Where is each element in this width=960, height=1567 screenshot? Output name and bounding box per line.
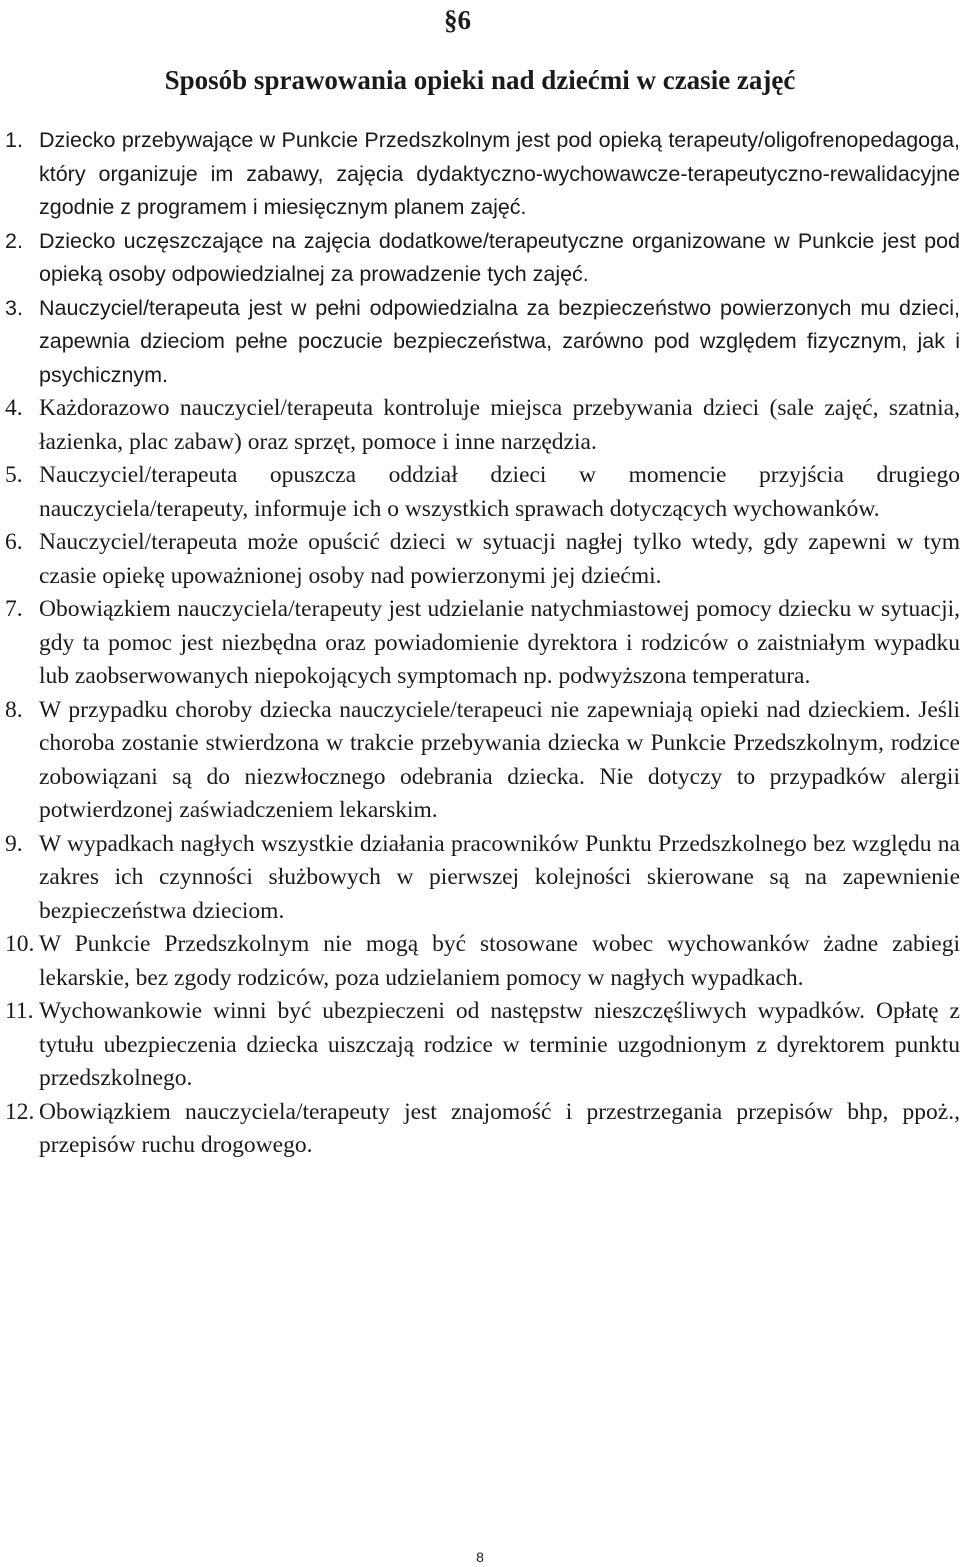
list-item bbox=[5, 694, 960, 828]
list-item bbox=[5, 928, 960, 995]
list-item bbox=[5, 124, 960, 225]
section-mark: §6 bbox=[444, 5, 471, 35]
list-item-number: 11. bbox=[5, 998, 34, 1024]
list-item-number: 6. bbox=[5, 529, 23, 555]
list-item bbox=[5, 225, 960, 292]
list-item-text: Każdorazowo nauczyciel/terapeuta kontroluje miejsca przebywania dzieci (sale zajęć, szatnia, łazienka, plac zabaw) oraz sprzęt, pomoce i inne narzędzia. bbox=[39, 395, 960, 455]
list-item-number: 7. bbox=[5, 596, 23, 622]
list-item-text: Nauczyciel/terapeuta opuszcza oddział dzieci w momencie przyjścia drugiego nauczyciela/terapeuty, informuje ich o wszystkich sprawach dotyczących wychowanków. bbox=[39, 462, 960, 522]
list-item-text: Nauczyciel/terapeuta jest w pełni odpowiedzialna za bezpieczeństwo powierzonych mu dzieci, zapewnia dzieciom pełne poczucie bezpieczeństwa, zarówno pod względem fizycznym, jak i psychicznym. bbox=[39, 295, 960, 387]
list-item-text: W przypadku choroby dziecka nauczyciele/terapeuci nie zapewniają opieki nad dzieckiem. Jeśli choroba zostanie stwierdzona w trakcie przebywania dziecka w Punkcie Przedszkolnym, rodzice zobowiązani są do niezwłocznego odebrania dziecka. Nie dotyczy to przypadków alergii potwierdzonej zaświadczeniem lekarskim. bbox=[39, 696, 960, 823]
list-item-number: 4. bbox=[5, 395, 23, 421]
list-item bbox=[5, 292, 960, 393]
list-item bbox=[5, 1096, 960, 1163]
list-item-text: Dziecko uczęszczające na zajęcia dodatkowe/terapeutyczne organizowane w Punkcie jest pod opieką osoby odpowiedzialnej za prowadzenie tych zajęć. bbox=[39, 228, 960, 286]
list-item-text: W Punkcie Przedszkolnym nie mogą być stosowane wobec wychowanków żadne zabiegi lekarskie, bez zgody rodziców, poza udzielaniem pomocy w nagłych wypadkach. bbox=[39, 931, 960, 991]
list-item-number: 10. bbox=[5, 931, 35, 957]
list-item-text: Wychowankowie winni być ubezpieczeni od następstw nieszczęśliwych wypadków. Opłatę z tytułu ubezpieczenia dziecka uiszczają rodzice w terminie uzgodnionym z dyrektorem punktu przedszkolnego. bbox=[39, 998, 960, 1091]
list-item-number: 9. bbox=[5, 830, 23, 857]
list-item-number: 3. bbox=[5, 295, 23, 320]
list-item bbox=[5, 459, 960, 526]
list-item-text: Obowiązkiem nauczyciela/terapeuty jest udzielanie natychmiastowej pomocy dziecku w sytuacji, gdy ta pomoc jest niezbędna oraz powiadomienie dyrektora i rodziców o zaistniałym wypadku lub zaobserwowanych niepokojących symptomach np. podwyższona temperatura. bbox=[39, 596, 960, 689]
list-item bbox=[5, 593, 960, 694]
list-item-number: 12. bbox=[5, 1098, 35, 1125]
list-item-text: Nauczyciel/terapeuta może opuścić dzieci w sytuacji nagłej tylko wtedy, gdy zapewni w tym czasie opiekę upoważnionej osoby nad powierzonymi jej dziećmi. bbox=[39, 529, 960, 589]
list-item bbox=[5, 526, 960, 593]
list-item-number: 1. bbox=[5, 128, 23, 152]
list-item bbox=[5, 828, 960, 929]
list-item bbox=[5, 392, 960, 459]
list-item-text: Obowiązkiem nauczyciela/terapeuty jest znajomość i przestrzegania przepisów bhp, ppoż., przepisów ruchu drogowego. bbox=[39, 1098, 960, 1158]
list-item-number: 2. bbox=[5, 228, 23, 253]
list-item-text: Dziecko przebywające w Punkcie Przedszkolnym jest pod opieką terapeuty/oligofrenopedagoga, który organizuje im zabawy, zajęcia dydaktyczno-wychowawcze-terapeutyczno-rewalidacyjne zgodnie z programem i miesięcznym planem zajęć. bbox=[39, 128, 960, 219]
section-title: Sposób sprawowania opieki nad dziećmi w czasie zajęć bbox=[164, 65, 796, 95]
list-item-number: 5. bbox=[5, 462, 23, 488]
list-item bbox=[5, 995, 960, 1096]
rules-list bbox=[5, 124, 960, 1163]
list-item-number: 8. bbox=[5, 696, 23, 723]
list-item-text: W wypadkach nagłych wszystkie działania pracowników Punktu Przedszkolnego bez względu na zakres ich czynności służbowych w pierwszej kolejności skierowane są na zapewnienie bezpieczeństwa dzieciom. bbox=[39, 830, 960, 924]
page-number: 8 bbox=[476, 1549, 484, 1565]
